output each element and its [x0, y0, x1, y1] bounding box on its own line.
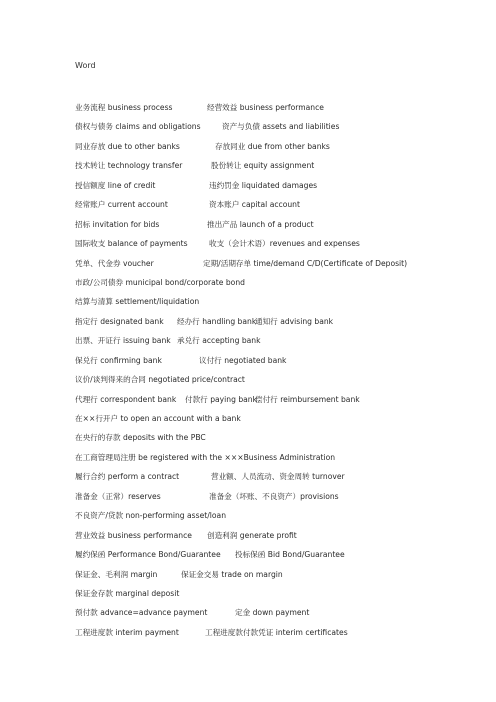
- page-header: Word: [75, 61, 96, 70]
- glossary-term: 凭单、代金券 voucher: [75, 258, 154, 268]
- glossary-line: [75, 509, 485, 528]
- glossary-term: 招标 invitation for bids: [75, 219, 160, 229]
- glossary-term: 在央行的存款 deposits with the PBC: [75, 433, 206, 443]
- glossary-term: 通知行 advising bank: [255, 316, 334, 326]
- glossary-term: 债权与债务 claims and obligations: [75, 122, 201, 132]
- glossary-line: [75, 295, 485, 314]
- glossary-line: [75, 393, 485, 412]
- glossary-term: 预付款 advance=advance payment: [75, 608, 208, 618]
- glossary-term: 市政/公司债券 municipal bond/corporate bond: [75, 277, 245, 287]
- glossary-term: 营业效益 business performance: [75, 530, 192, 540]
- glossary-term: 保兑行 confirming bank: [75, 355, 162, 365]
- glossary-term: 履行合约 perform a contract: [75, 472, 180, 482]
- glossary-list: [75, 101, 485, 645]
- glossary-term: 违约罚金 liquidated damages: [209, 180, 318, 190]
- glossary-term: 代理行 correspondent bank: [75, 394, 177, 404]
- glossary-term: 承兑行 accepting bank: [177, 336, 261, 346]
- glossary-term: 付款行 paying bank: [185, 394, 258, 404]
- glossary-line: [75, 101, 485, 120]
- glossary-term: 推出产品 launch of a product: [207, 219, 314, 229]
- glossary-term: 经办行 handling bank: [177, 316, 257, 326]
- glossary-term: 偿付行 reimbursement bank: [255, 394, 360, 404]
- glossary-term: 创造利润 generate profit: [207, 530, 297, 540]
- glossary-line: [75, 587, 485, 606]
- glossary-line: [75, 431, 485, 450]
- glossary-term: 在工商管理局注册 be registered with the ×××Business Administration: [75, 452, 336, 462]
- glossary-term: 不良资产/贷款 non-performing asset/loan: [75, 511, 227, 521]
- glossary-line: [75, 568, 485, 587]
- glossary-line: [75, 276, 485, 295]
- glossary-line: [75, 373, 485, 392]
- glossary-line: [75, 179, 485, 198]
- glossary-term: 在××行开户 to open an account with a bank: [75, 414, 241, 423]
- glossary-term: 出票、开证行 issuing bank: [75, 336, 171, 346]
- glossary-line: [75, 490, 485, 509]
- glossary-term: 工程进度款付款凭证 interim certificates: [205, 627, 348, 637]
- glossary-term: 经常账户 current account: [75, 200, 168, 210]
- glossary-term: 营业额、人员流动、资金周转 turnover: [211, 472, 345, 482]
- glossary-term: 工程进度款 interim payment: [75, 627, 179, 637]
- glossary-term: 定金 down payment: [235, 608, 310, 618]
- glossary-term: 结算与清算 settlement/liquidation: [75, 297, 200, 307]
- glossary-term: 授信额度 line of credit: [75, 180, 156, 190]
- glossary-term: 国际收支 balance of payments: [75, 239, 188, 249]
- glossary-line: [75, 606, 485, 625]
- glossary-line: [75, 354, 485, 373]
- glossary-term: 保证金交易 trade on margin: [181, 569, 283, 579]
- glossary-line: [75, 218, 485, 237]
- glossary-term: 保证金、毛利润 margin: [75, 569, 158, 579]
- glossary-line: [75, 140, 485, 159]
- glossary-line: [75, 529, 485, 548]
- glossary-line: [75, 412, 485, 431]
- glossary-line: [75, 120, 485, 139]
- glossary-term: 收支（会计术语）revenues and expenses: [209, 239, 360, 249]
- glossary-term: 保证金存款 marginal deposit: [75, 588, 180, 598]
- glossary-line: [75, 451, 485, 470]
- glossary-term: 资产与负债 assets and liabilities: [222, 122, 340, 132]
- glossary-line: [75, 159, 485, 178]
- glossary-line: [75, 237, 485, 256]
- glossary-term: 指定行 designated bank: [75, 316, 164, 326]
- glossary-term: 议付行 negotiated bank: [199, 355, 287, 365]
- glossary-term: 定期/活期存单 time/demand C/D(Certificate of Deposit): [203, 258, 408, 268]
- glossary-term: 业务流程 business process: [75, 103, 173, 112]
- glossary-term: 股份转让 equity assignment: [211, 161, 315, 171]
- glossary-line: [75, 315, 485, 334]
- glossary-term: 经营效益 business performance: [207, 103, 324, 112]
- glossary-term: 存放同业 due from other banks: [215, 141, 330, 151]
- glossary-line: [75, 198, 485, 217]
- glossary-term: 投标保函 Bid Bond/Guarantee: [235, 550, 345, 560]
- glossary-line: [75, 470, 485, 489]
- glossary-term: 同业存放 due to other banks: [75, 141, 180, 151]
- glossary-line: [75, 334, 485, 353]
- glossary-term: 议价/谈判得来的合同 negotiated price/contract: [75, 375, 245, 385]
- glossary-term: 准备金（坏账、不良资产）provisions: [209, 491, 339, 501]
- glossary-line: [75, 548, 485, 567]
- glossary-line: [75, 257, 485, 276]
- glossary-term: 履约保函 Performance Bond/Guarantee: [75, 550, 221, 560]
- glossary-term: 技术转让 technology transfer: [75, 161, 183, 171]
- glossary-line: [75, 626, 485, 645]
- glossary-term: 资本账户 capital account: [209, 200, 300, 210]
- glossary-term: 准备金（正常）reserves: [75, 491, 161, 501]
